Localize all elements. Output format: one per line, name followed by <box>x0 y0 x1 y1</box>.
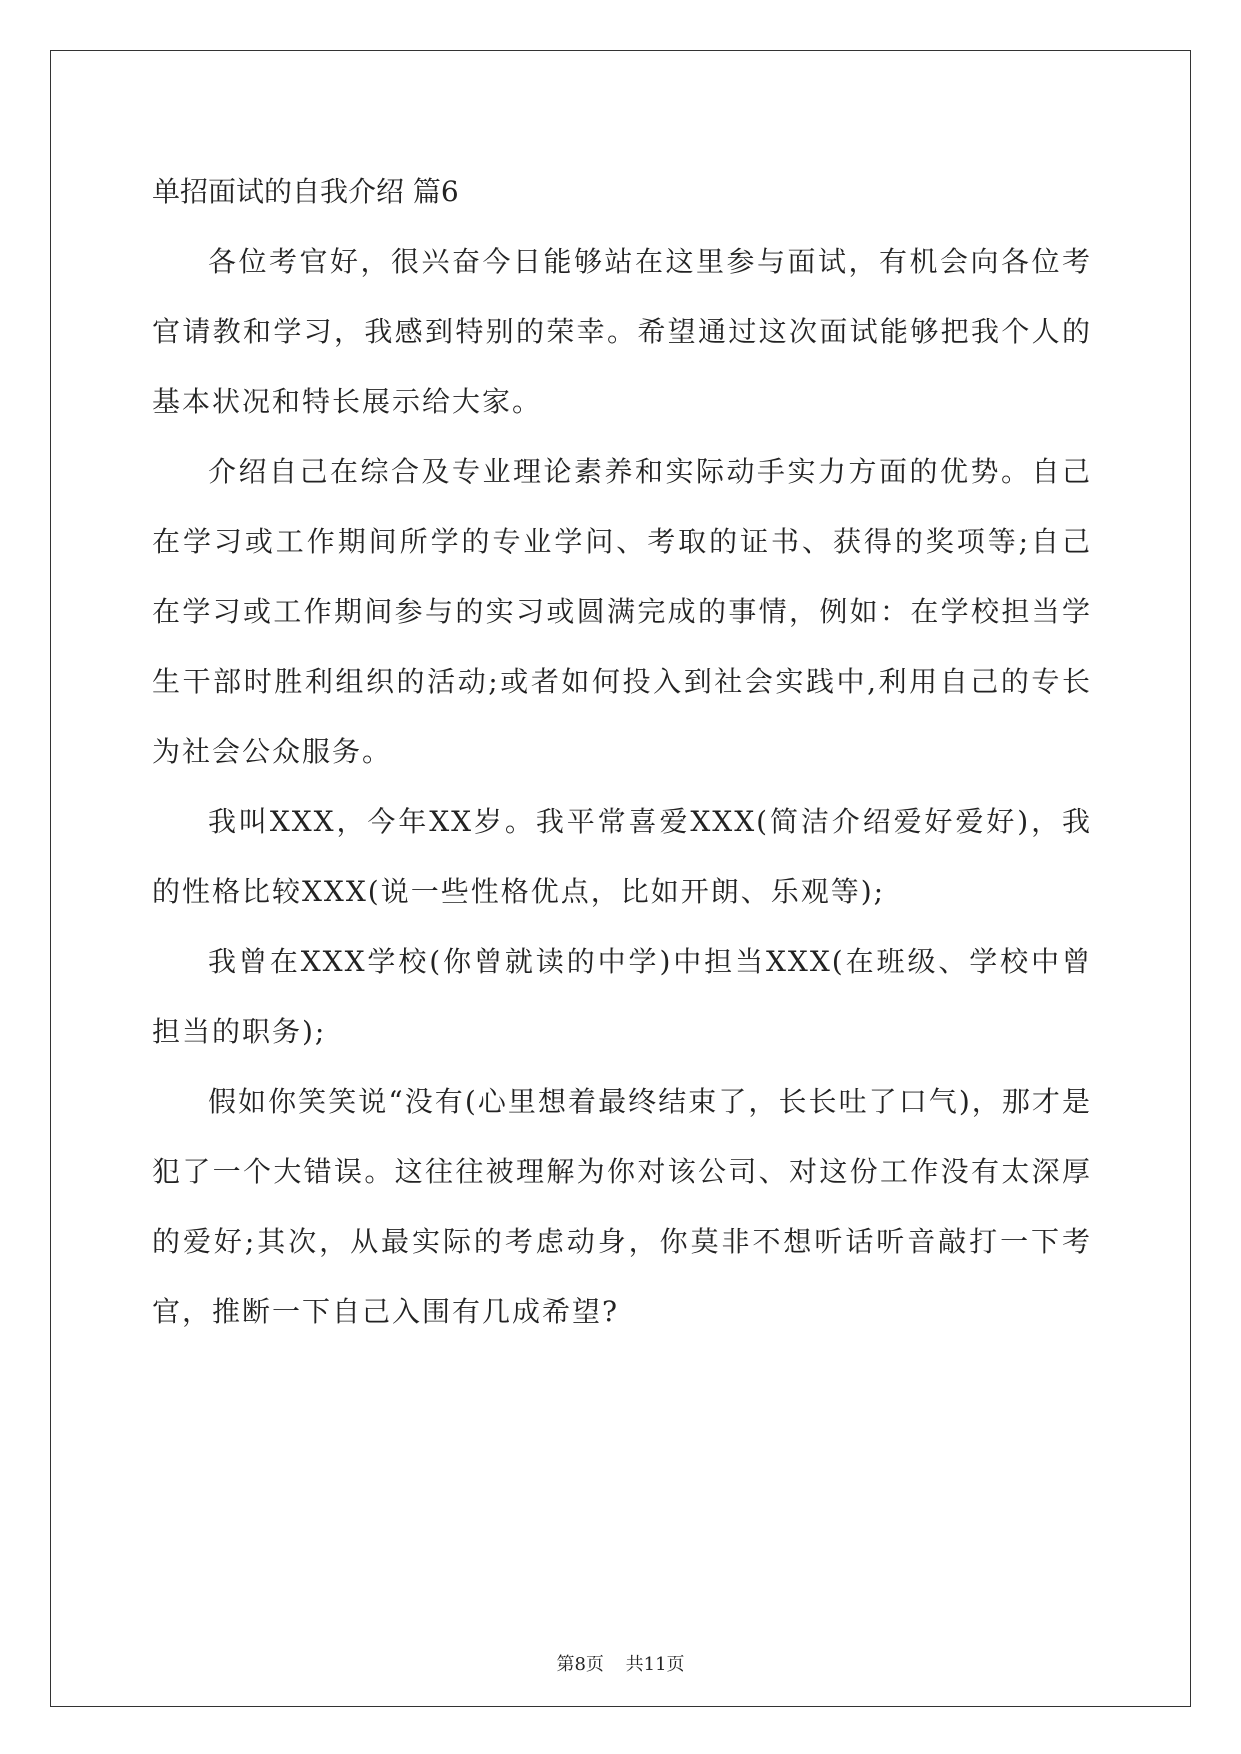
page-footer <box>0 1650 1241 1676</box>
page-total: 共11页 <box>625 1654 685 1675</box>
paragraph-personal-info: 我叫XXX，今年XX岁。我平常喜爱XXX(简洁介绍爱好爱好)，我的性格比较XXX(说一些性格优点，比如开朗、乐观等); <box>152 805 1092 908</box>
section-heading: 单招面试的自我介绍 篇6 <box>152 175 459 208</box>
paragraph-strengths: 介绍自己在综合及专业理论素养和实际动手实力方面的优势。自己在学习或工作期间所学的专业学问、考取的证书、获得的奖项等;自己在学习或工作期间参与的实习或圆满完成的事情，例如：在学校担当学生干部时胜利组织的活动;或者如何投入到社会实践中,利用自己的专长为社会公众服务。 <box>152 455 1092 768</box>
page-number: 第8页 <box>556 1654 604 1675</box>
paragraph-advice: 假如你笑笑说“没有(心里想着最终结束了，长长吐了口气)，那才是犯了一个大错误。这往往被理解为你对该公司、对这份工作没有太深厚的爱好;其次，从最实际的考虑动身，你莫非不想听话听音敲打一下考官，推断一下自己入围有几成希望? <box>152 1085 1092 1328</box>
paragraph-school-role: 我曾在XXX学校(你曾就读的中学)中担当XXX(在班级、学校中曾担当的职务); <box>152 945 1092 1048</box>
paragraph-greeting: 各位考官好，很兴奋今日能够站在这里参与面试，有机会向各位考官请教和学习，我感到特别的荣幸。希望通过这次面试能够把我个人的基本状况和特长展示给大家。 <box>152 245 1092 418</box>
document-body <box>152 162 1092 1347</box>
